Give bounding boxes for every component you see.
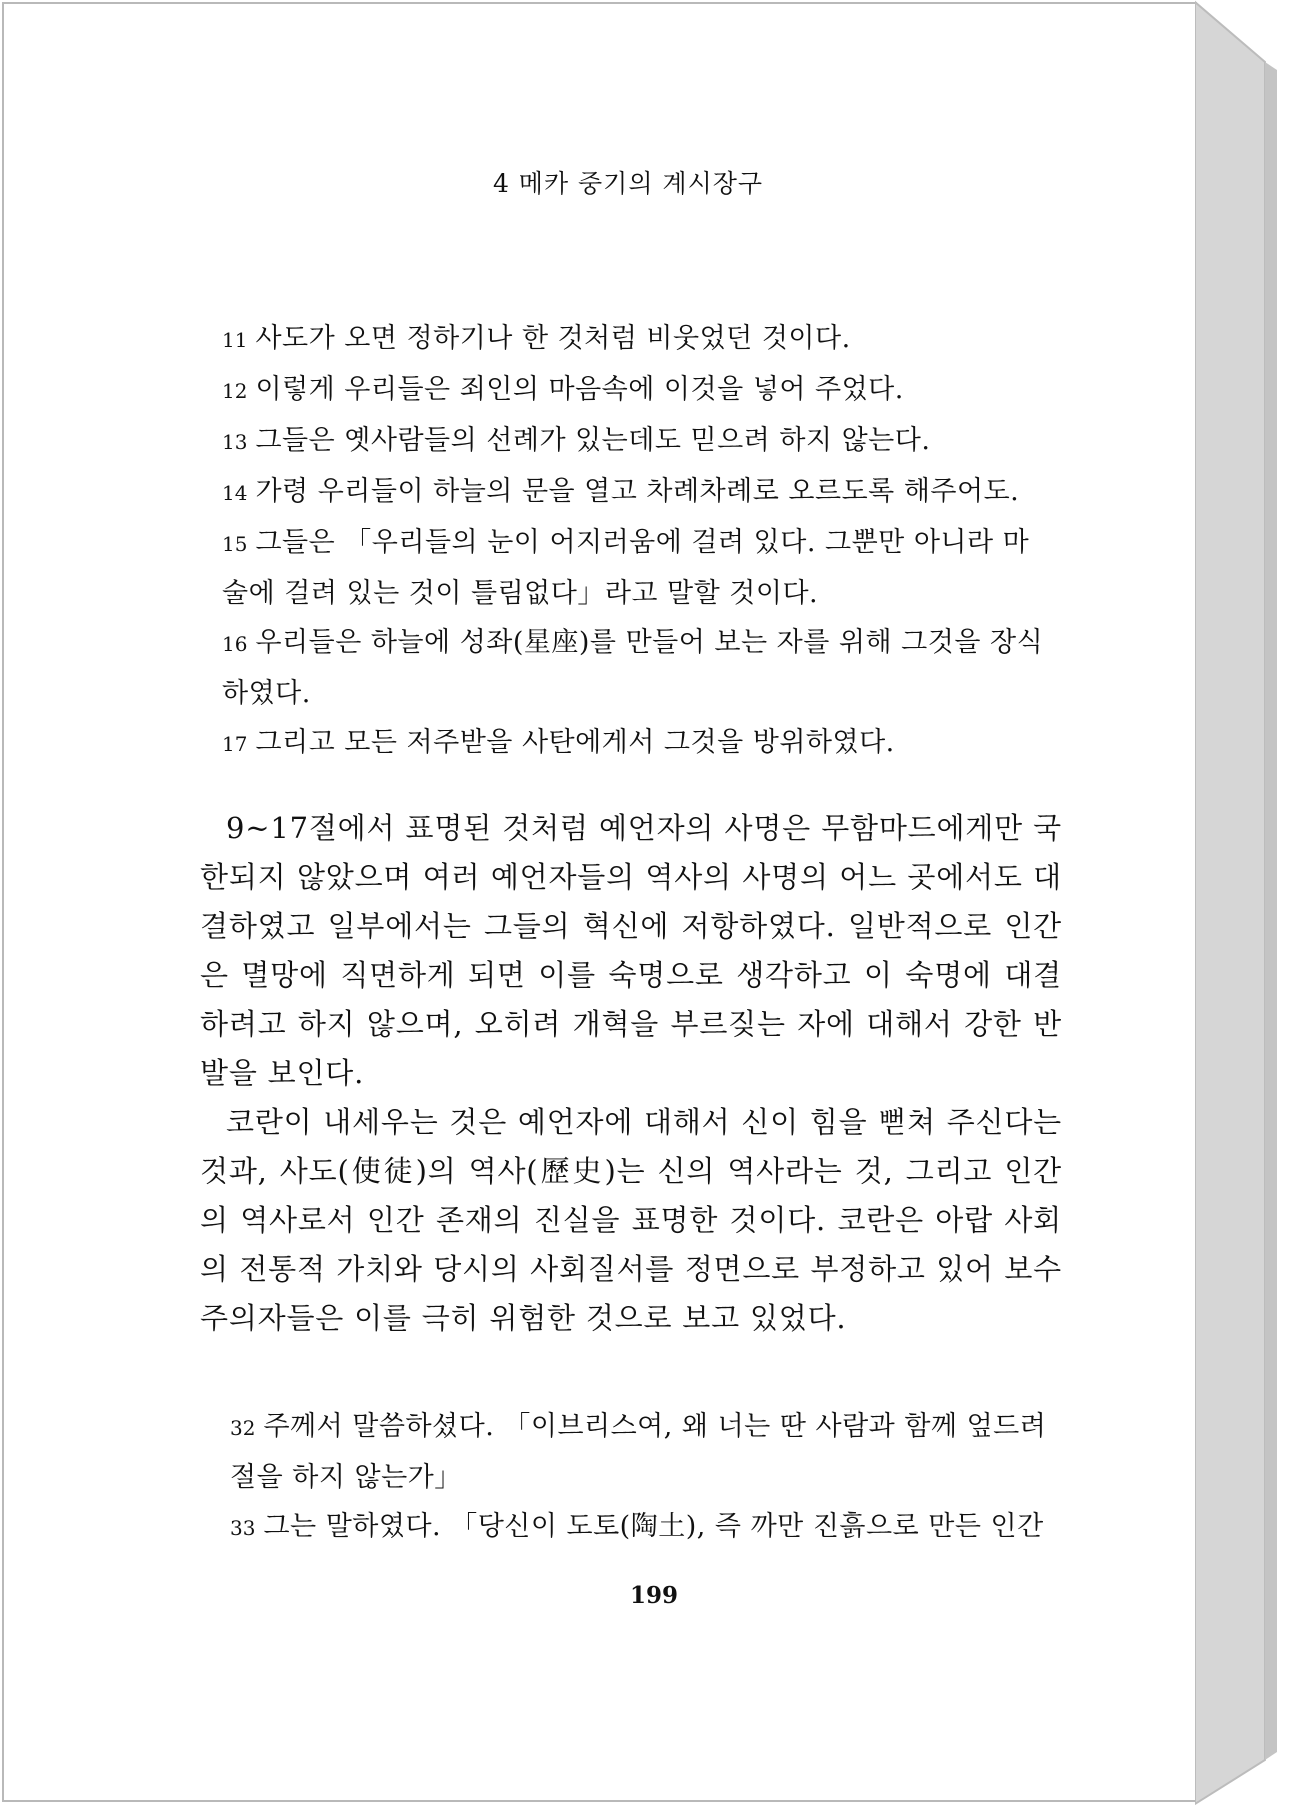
commentary-paragraph: 코란이 내세우는 것은 예언자에 대해서 신이 힘을 뻗쳐 주신다는 것과, 사도(使徒)의 역사(歷史)는 신의 역사라는 것, 그리고 인간의 역사로서 인간 존재의 진실을 표명한 것이다. 코란은 아랍 사회의 전통적 가치와 당시의 사회질서를 정면으로 부정하고 있어 보수주의자들은 이를 극히 위험한 것으로 보고 있었다. [200, 1105, 1062, 1335]
verse-number: 32 [230, 1416, 256, 1440]
verse-number: 11 [222, 328, 248, 352]
verse [230, 1402, 1050, 1502]
verse [222, 618, 1052, 718]
verse-text: 가령 우리들이 하늘의 문을 열고 차례차례로 오르도록 해주어도. [255, 476, 1020, 507]
verse-number: 33 [230, 1516, 256, 1540]
verse-number: 14 [222, 481, 248, 505]
verse-block-bottom [230, 1402, 1050, 1553]
page-number: 199 [629, 1582, 678, 1609]
verse [230, 1502, 1050, 1553]
verse [222, 518, 1052, 618]
commentary [200, 804, 1062, 1343]
verse [222, 718, 1052, 769]
verse-text: 그리고 모든 저주받을 사탄에게서 그것을 방위하였다. [255, 727, 895, 758]
verse-number: 13 [222, 430, 248, 454]
verse [222, 467, 1052, 518]
commentary-paragraph: 9~17절에서 표명된 것처럼 예언자의 사명은 무함마드에게만 국한되지 않았으며 여러 예언자들의 역사의 사명의 어느 곳에서도 대결하였고 일부에서는 그들의 혁신에 저항하였다. 일반적으로 인간은 멸망에 직면하게 되면 이를 숙명으로 생각하고 이 숙명에 대결하려고 하지 않으며, 오히려 개혁을 부르짖는 자에 대해서 강한 반발을 보인다. [200, 811, 1062, 1090]
verse [222, 416, 1052, 467]
verse-text: 이렇게 우리들은 죄인의 마음속에 이것을 넣어 주었다. [255, 374, 904, 405]
spine-shape [1195, 0, 1311, 1806]
verse-number: 17 [222, 732, 248, 756]
verse-text: 그는 말하였다. 「당신이 도토(陶土), 즉 까만 진흙으로 만든 인간 [263, 1511, 1044, 1542]
verse-block-top [222, 314, 1052, 769]
book-page [2, 2, 1197, 1802]
verse-text: 사도가 오면 정하기나 한 것처럼 비웃었던 것이다. [255, 323, 851, 354]
verse [222, 365, 1052, 416]
verse-text: 주께서 말씀하셨다. 「이브리스여, 왜 너는 딴 사람과 함께 엎드려 절을 하지 않는가」 [230, 1411, 1047, 1493]
book-spine-edge [1195, 0, 1311, 1806]
running-head: 4 메카 중기의 계시장구 [492, 169, 764, 198]
verse-text: 그들은 「우리들의 눈이 어지러움에 걸려 있다. 그뿐만 아니라 마술에 걸려 있는 것이 틀림없다」라고 말할 것이다. [222, 527, 1030, 609]
verse-text: 우리들은 하늘에 성좌(星座)를 만들어 보는 자를 위해 그것을 장식하였다. [222, 627, 1044, 709]
verse-number: 12 [222, 379, 248, 403]
verse-text: 그들은 옛사람들의 선례가 있는데도 믿으려 하지 않는다. [255, 425, 931, 456]
verse-number: 15 [222, 532, 248, 556]
verse-number: 16 [222, 632, 248, 656]
verse [222, 314, 1052, 365]
